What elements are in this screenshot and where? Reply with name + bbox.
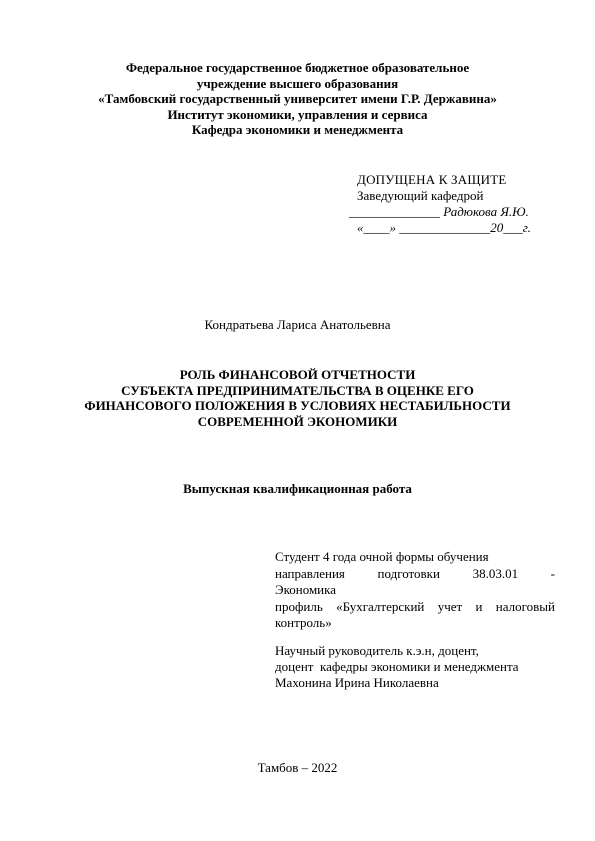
thesis-title-line: РОЛЬ ФИНАНСОВОЙ ОТЧЕТНОСТИ <box>179 367 416 382</box>
student-word: 38.03.01 <box>472 565 519 581</box>
thesis-title-line: СУБЪЕКТА ПРЕДПРИНИМАТЕЛЬСТВА В ОЦЕНКЕ ЕГО <box>121 382 474 398</box>
signature-name: Радюкова Я.Ю. <box>443 204 529 219</box>
supervisor-line: доцент кафедры экономики и менеджмента <box>275 659 519 674</box>
supervisor-line: Научный руководитель к.э.н, доцент, <box>275 643 479 658</box>
header-line: «Тамбовский государственный университет имени Г.Р. Державина» <box>98 91 497 106</box>
student-line: контроль» <box>275 615 332 630</box>
approval-date <box>349 220 569 236</box>
supervisor-line: Махонина Ирина Николаевна <box>275 675 439 690</box>
institution-header <box>60 60 535 138</box>
student-word: «Бухгалтерский <box>336 598 425 614</box>
header-line: учреждение высшего образования <box>196 75 399 91</box>
student-line: Студент 4 года очной формы обучения <box>275 549 489 564</box>
header-line: Федеральное государственное бюджетное образовательное <box>125 60 470 75</box>
student-word: - <box>550 565 555 581</box>
student-profile-line <box>275 599 555 616</box>
approval-date-text: «____» ______________20___г. <box>357 220 531 235</box>
supervisor-info <box>275 643 565 691</box>
thesis-title-line: ФИНАНСОВОГО ПОЛОЖЕНИЯ В УСЛОВИЯХ НЕСТАБИЛЬНОСТИ <box>84 398 511 413</box>
student-word: профиль <box>275 598 323 614</box>
work-type: Выпускная квалификационная работа <box>183 481 412 496</box>
student-word: и <box>475 598 483 614</box>
approval-title: ДОПУЩЕНА К ЗАЩИТЕ <box>357 172 507 187</box>
student-word: подготовки <box>377 565 440 581</box>
header-line: Кафедра экономики и менеджмента <box>191 122 404 137</box>
author-name: Кондратьева Лариса Анатольевна <box>204 317 391 332</box>
thesis-title-line: СОВРЕМЕННОЙ ЭКОНОМИКИ <box>197 413 398 429</box>
student-word: учет <box>437 598 463 614</box>
approval-position: Заведующий кафедрой <box>357 188 484 203</box>
city-year: Тамбов – 2022 <box>257 760 338 775</box>
header-line: Институт экономики, управления и сервиса <box>167 106 428 122</box>
student-info <box>275 549 555 632</box>
signature-line: ______________ <box>349 204 440 219</box>
student-word: направления <box>275 565 345 581</box>
approval-block <box>349 172 569 236</box>
thesis-title <box>60 367 535 429</box>
student-line: Экономика <box>275 582 337 597</box>
student-direction-line <box>275 566 555 583</box>
student-word: налоговый <box>495 598 555 614</box>
approval-signature <box>349 204 569 220</box>
